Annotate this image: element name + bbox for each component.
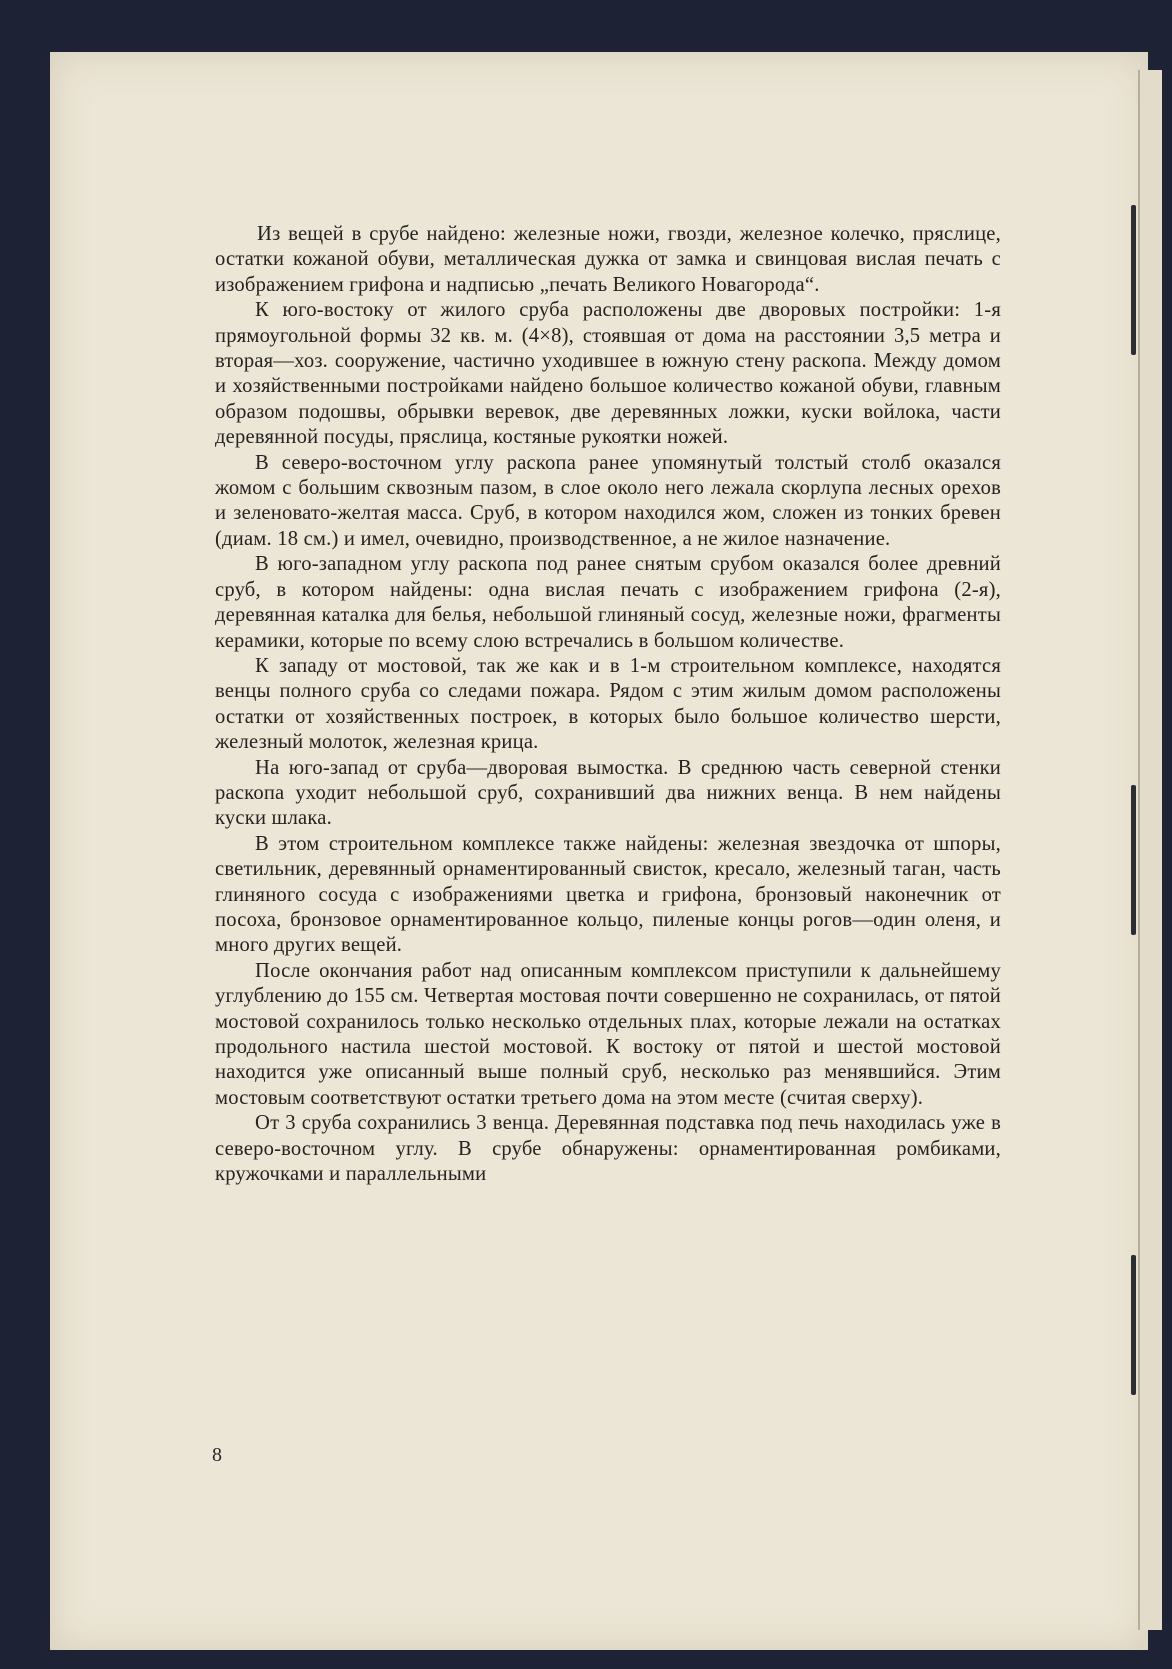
paragraph: В этом строительном комплексе также найдены: железная звездочка от шпоры, светильник, деревянный орнаментированный свисток, кресало, железный таган, часть глиняного сосуда с изображениями цветка и грифона, бронзовый наконечник от посоха, бронзовое орнаментированное кольцо, пиленые концы рогов—один оленя, и много других вещей. [215, 832, 1001, 957]
paragraph: Из вещей в срубе найдено: железные ножи, гвозди, железное колечко, пряслице, остатки кожаной обуви, металлическая дужка от замка и свинцовая вислая печать с изображением грифона и надписью „печать Великого Новагорода“. [215, 223, 1001, 296]
paragraph: К юго-востоку от жилого сруба расположены две дворовых постройки: 1-я прямоугольной формы 32 кв. м. (4×8), стоявшая от дома на расстоянии 3,5 метра и вторая—хоз. сооружение, частично уходившее в южную стену раскопа. Между домом и хозяйственными постройками найдено большое количество кожаной обуви, главным образом подошвы, обрывки веревок, две деревянных ложки, куски войлока, части деревянной посуды, пряслица, костяные рукоятки ножей. [215, 299, 1001, 449]
next-page-edge [1138, 70, 1162, 1630]
paragraph: В северо-восточном углу раскопа ранее упомянутый толстый столб оказался жомом с большим сквозным пазом, в слое около него лежала скорлупа лесных орехов и зеленовато-желтая масса. Сруб, в котором находился жом, сложен из тонких бревен (диам. 18 см.) и имел, очевидно, производственное, а не жилое назначение. [215, 451, 1001, 550]
body-text [215, 222, 1001, 1187]
paragraph: К западу от мостовой, так же как и в 1-м строительном комплексе, находятся венцы полного сруба со следами пожара. Рядом с этим жилым домом расположены остатки от хозяйственных построек, в которых было большое количество шерсти, железный молоток, железная крица. [215, 654, 1001, 754]
paragraph: От 3 сруба сохранились 3 венца. Деревянная подставка под печь находилась уже в северо-восточном углу. В срубе обнаружены: орнаментированная ромбиками, кружочками и параллельными [215, 1112, 1001, 1186]
binding-thread [1131, 785, 1136, 935]
page-number: 8 [212, 1444, 222, 1466]
paragraph: После окончания работ над описанным комплексом приступили к дальнейшему углублению до 155 см. Четвертая мостовая почти совершенно не сохранилась, от пятой мостовой сохранилось только несколько отдельных плах, которые лежали на остатках продольного настила шестой мостовой. К востоку от пятой и шестой мостовой находится уже описанный выше полный сруб, несколько раз менявшийся. Этим мостовым соответствуют остатки третьего дома на этом месте (считая сверху). [215, 959, 1001, 1109]
paragraph: На юго-запад от сруба—дворовая вымостка. В среднюю часть северной стенки раскопа уходит небольшой сруб, сохранивший два нижних венца. В нем найдены куски шлака. [215, 756, 1001, 830]
paragraph: В юго-западном углу раскопа под ранее снятым срубом оказался более древний сруб, в котором найдены: одна вислая печать с изображением грифона (2-я), деревянная каталка для белья, небольшой глиняный сосуд, железные ножи, фрагменты керамики, которые по всему слою встречались в большом количестве. [215, 553, 1001, 652]
binding-thread [1131, 1255, 1136, 1395]
binding-thread [1131, 205, 1136, 355]
